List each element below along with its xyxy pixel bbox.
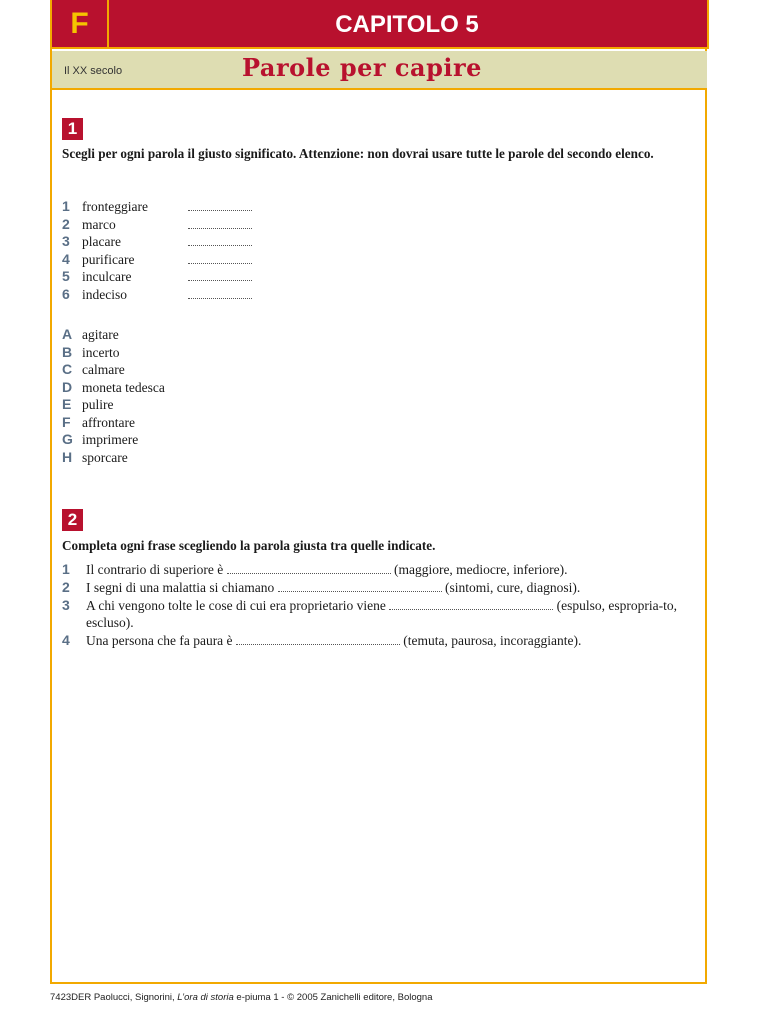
meaning-row [62,449,128,466]
sentence-number: 4 [62,632,70,648]
word: purificare [82,251,135,267]
word-number: 5 [62,268,70,284]
word-number: 2 [62,215,70,232]
word-row [62,198,252,215]
answer-blank[interactable] [188,252,252,264]
exercise-1-instruction: Scegli per ogni parola il giusto significato. Attenzione: non dovrai usare tutte le parole del secondo elenco. [62,146,654,161]
meaning: pulire [82,397,114,412]
meaning-letter: H [62,448,73,465]
sentence-options: (maggiore, mediocre, inferiore). [393,562,568,577]
sentence-number: 1 [62,561,70,577]
page-title: Parole per capire [242,53,482,82]
century-label: Il XX secolo [64,65,123,77]
answer-blank[interactable] [188,199,252,211]
meaning: agitare [82,327,119,342]
word-number: 6 [62,285,70,302]
word-row [62,251,252,268]
word-number: 1 [62,198,70,214]
sentence-text: I segni di una malattia si chiamano [86,580,275,595]
answer-blank[interactable] [188,287,252,299]
word-row [62,286,252,303]
word-row [62,233,252,250]
meaning-letter: E [62,396,72,412]
section-letter: F [52,0,109,47]
answer-blank[interactable] [188,217,252,229]
sentence-row [62,597,702,631]
meaning-letter: C [62,361,73,377]
meaning-row [62,344,119,361]
sentence-row [62,579,702,596]
meaning-row [62,379,165,396]
meaning: affrontare [82,414,135,430]
sentence-number: 2 [62,579,70,595]
meaning-letter: F [62,413,71,430]
sentence-row [62,561,702,578]
answer-blank[interactable] [389,598,553,610]
footer-credit [50,992,432,1003]
word: inculcare [82,269,132,284]
footer-book-title: L’ora di storia [177,992,234,1003]
footer-suffix: e-piuma 1 - © 2005 Zanichelli editore, Bologna [233,992,433,1003]
meaning-row [62,414,135,431]
meaning-row [62,431,138,448]
exercise-2-instruction: Completa ogni frase scegliendo la parola giusta tra quelle indicate. [62,538,436,553]
word: fronteggiare [82,199,148,214]
word-number: 3 [62,233,70,249]
sentence-options: (espulso, espropria-to, escluso). [86,598,678,630]
sentence-text: A chi vengono tolte le cose di cui era proprietario viene [86,598,386,613]
meaning-letter: D [62,378,73,395]
meaning: incerto [82,344,120,360]
meaning-row [62,326,119,343]
exercise-2-number: 2 [62,509,83,531]
sentence-number: 3 [62,597,70,613]
word: indeciso [82,286,127,302]
footer-prefix: 7423DER Paolucci, Signorini, [50,992,178,1003]
meaning-letter: G [62,431,73,447]
answer-blank[interactable] [188,234,252,246]
subheader-bar [52,51,707,90]
answer-blank[interactable] [227,562,391,574]
sentence-row [62,632,702,649]
sentence-text: Una persona che fa paura è [86,633,233,648]
meaning: imprimere [82,432,139,447]
sentence-options: (sintomi, cure, diagnosi). [444,580,581,595]
meaning: calmare [82,362,125,377]
sentence-text: Il contrario di superiore è [86,562,224,577]
word-number: 4 [62,250,70,267]
answer-blank[interactable] [188,269,252,281]
sentence-options: (temuta, paurosa, incoraggiante). [403,633,582,648]
word: marco [82,216,116,232]
meaning-row [62,396,114,413]
meaning: moneta tedesca [82,379,165,395]
answer-blank[interactable] [236,633,400,645]
word-row [62,216,252,233]
word: placare [82,234,121,249]
meaning-letter: B [62,343,73,360]
answer-blank[interactable] [278,580,442,592]
chapter-title: CAPITOLO 5 [335,10,479,38]
meaning-letter: A [62,326,73,342]
exercise-1-number: 1 [62,118,83,140]
word-row [62,268,252,285]
meaning: sporcare [82,449,128,465]
meaning-row [62,361,125,378]
